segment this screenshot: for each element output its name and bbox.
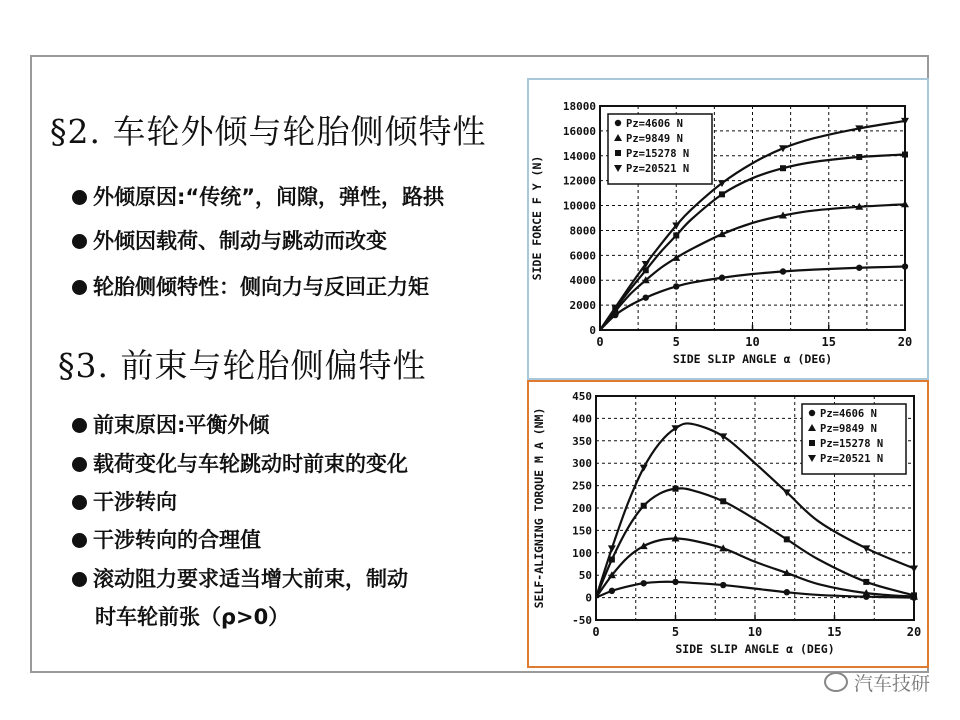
data-point-2-3 [641,503,647,509]
legend-entry: Pz=20521 N [626,163,690,175]
legend-entry: Pz=15278 N [626,148,690,160]
section3-bullet-list [72,412,522,632]
list-item [72,451,408,477]
bullet-dot-icon [72,495,87,510]
bullet-text: 载荷变化与车轮跳动时前束的变化 [93,452,408,476]
bullet-text: 前束原因:平衡外倾 [93,413,270,437]
data-point-2-9 [784,536,790,542]
y-tick-label: 400 [572,412,592,426]
section3-title: §3. 前束与轮胎侧偏特性 [58,346,427,385]
list-item [72,489,177,515]
aligning-torque-chart-svg [529,382,927,666]
y-tick-label: 16000 [562,124,596,138]
bullet-text: 干涉转向的合理值 [93,528,261,552]
y-tick-label: 2000 [569,299,596,313]
data-point-2-legend [615,150,621,156]
bullet-dot-icon [72,572,87,587]
legend-entry: Pz=4606 N [820,408,877,420]
data-point-3-3 [640,465,648,472]
y-tick-label: 50 [578,569,592,583]
watermark [824,669,930,696]
list-item [72,228,387,254]
wechat-icon [824,672,848,692]
data-point-2-7 [720,498,726,504]
bullet-dot-icon [72,457,87,472]
bullet-text: 外倾原因:“传统”，间隙，弹性，路拱 [93,185,445,209]
section2-title: §2. 车轮外倾与轮胎侧倾特性 [50,112,487,151]
legend-entry: Pz=9849 N [820,423,877,435]
y-tick-label: 0 [585,591,592,605]
y-axis-label: SELF-ALIGNING TORQUE M A (NM) [532,407,546,609]
list-item [95,604,289,630]
y-tick-label: -50 [572,614,592,627]
side-force-chart-svg [529,80,927,378]
bullet-dot-icon [72,533,87,548]
x-tick-label: 20 [906,625,922,639]
y-tick-label: 12000 [562,174,596,188]
y-tick-label: 450 [572,390,592,403]
x-tick-label: 5 [672,335,680,349]
legend-entry: Pz=15278 N [820,438,884,450]
y-tick-label: 150 [572,524,592,538]
x-tick-label: 10 [747,625,763,639]
y-tick-label: 100 [572,546,592,560]
bullet-text: 外倾因载荷、制动与跳动而改变 [93,229,387,253]
watermark-text: 汽车技研 [853,673,930,695]
data-point-0-5 [673,283,679,289]
list-item [72,566,408,592]
x-tick-label: 20 [897,335,913,349]
y-tick-label: 8000 [569,224,596,238]
data-point-2-11 [856,154,862,160]
x-tick-label: 5 [671,625,680,639]
data-point-2-11 [863,579,869,585]
data-point-0-7 [720,582,726,588]
y-tick-label: 350 [572,434,592,448]
side-force-chart [527,78,929,380]
data-point-0-12 [902,263,908,269]
bullet-text: 轮胎侧倾特性：侧向力与反回正力矩 [93,275,429,299]
bullet-dot-icon [72,280,87,295]
data-point-2-7 [719,191,725,197]
y-tick-label: 200 [572,502,592,515]
bullet-text: 滚动阻力要求适当增大前束，制动 [93,567,408,591]
data-point-2-12 [911,592,917,598]
bullet-text: 干涉转向 [93,490,177,514]
y-tick-label: 4000 [569,274,596,288]
list-item [72,274,429,300]
list-item [72,184,444,210]
data-point-0-3 [641,580,647,586]
data-point-0-legend [809,410,815,416]
data-point-0-9 [784,589,790,595]
data-point-2-12 [902,152,908,158]
y-tick-label: 6000 [569,249,596,263]
legend-entry: Pz=9849 N [626,133,683,145]
y-tick-label: 250 [572,479,592,493]
list-item [72,412,269,438]
data-point-0-9 [780,268,786,274]
x-tick-label: 15 [821,335,836,349]
section2-bullet-list [72,184,532,314]
y-axis-label: SIDE FORCE F Y (N) [530,155,544,281]
data-point-0-legend [615,120,621,126]
data-point-0-5 [672,579,678,585]
bullet-dot-icon [72,234,87,249]
data-point-2-9 [780,165,786,171]
x-axis-label: SIDE SLIP ANGLE α (DEG) [675,642,835,656]
bullet-dot-icon [72,190,87,205]
data-point-2-legend [809,440,815,446]
x-axis-label: SIDE SLIP ANGLE α (DEG) [672,352,833,366]
legend-entry: Pz=20521 N [820,453,884,465]
data-point-2-5 [673,486,679,492]
x-tick-label: 10 [745,335,760,349]
y-tick-label: 14000 [562,149,596,163]
bullet-text: 时车轮前张（ρ>0） [95,605,290,629]
list-item [72,527,261,553]
data-point-0-1 [609,588,615,594]
legend-entry: Pz=4606 N [626,118,683,130]
x-tick-label: 0 [592,625,600,639]
y-tick-label: 300 [572,457,592,471]
data-point-2-5 [673,232,679,238]
x-tick-label: 15 [827,625,842,639]
y-tick-label: 18000 [562,100,596,113]
y-tick-label: 10000 [562,199,596,213]
x-tick-label: 0 [596,335,604,349]
y-tick-label: 0 [589,324,596,337]
data-point-0-11 [856,265,862,271]
bullet-dot-icon [72,418,87,433]
data-point-3-12 [910,565,918,572]
aligning-torque-chart [527,380,929,668]
data-point-0-7 [719,275,725,281]
data-point-0-3 [643,294,649,300]
